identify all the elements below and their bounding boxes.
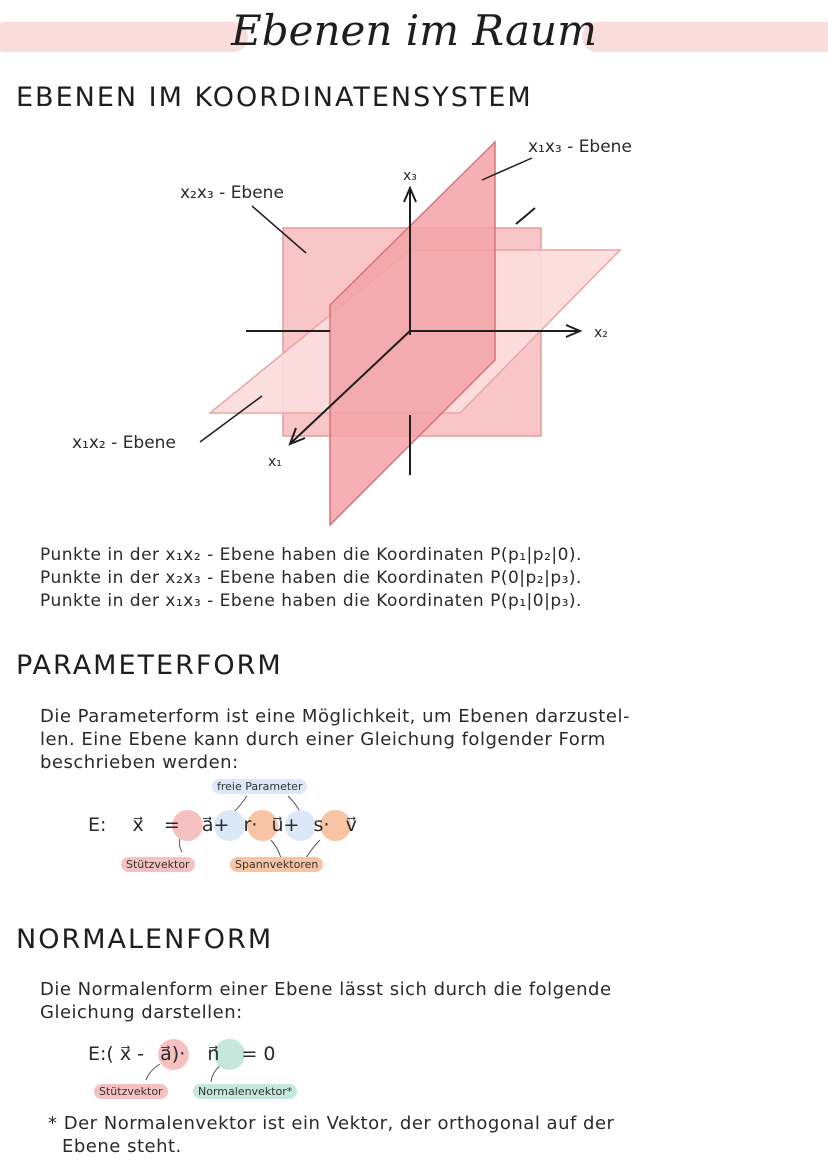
- points-line-1: Punkte in der x₁x₂ - Ebene haben die Koordinaten P(p₁|p₂|0).: [40, 545, 582, 565]
- label-x2x3: x₂x₃ - Ebene: [180, 183, 284, 203]
- section-heading-normalenform: NORMALENFORM: [16, 924, 274, 955]
- tag-stuetzvektor-normal: Stützvektor: [94, 1084, 168, 1099]
- tag-normalenvektor: Normalenvektor*: [193, 1084, 297, 1099]
- parameterform-equation: E: x⃗ = a⃗+ r· u⃗+ s· v⃗: [88, 814, 357, 836]
- footnote-line-1: * Der Normalenvektor ist ein Vektor, der orthogonal auf der: [48, 1113, 615, 1134]
- points-line-3: Punkte in der x₁x₃ - Ebene haben die Koordinaten P(p₁|0|p₃).: [40, 591, 582, 611]
- tag-stuetzvektor: Stützvektor: [121, 857, 195, 872]
- parameterform-line-2: len. Eine Ebene kann durch einer Gleichung folgender Form: [40, 729, 606, 750]
- footnote-line-2: Ebene steht.: [62, 1136, 182, 1157]
- parameterform-line-1: Die Parameterform ist eine Möglichkeit, um Ebenen darzustel-: [40, 706, 630, 727]
- section-heading-koordinatensystem: EBENEN IM KOORDINATENSYSTEM: [16, 82, 533, 113]
- label-x1x3: x₁x₃ - Ebene: [528, 137, 632, 157]
- axis-label-x3: x₃: [403, 168, 417, 184]
- footnote: [48, 1112, 614, 1158]
- normalenform-line-2: Gleichung darstellen:: [40, 1002, 243, 1023]
- normalenform-line-1: Die Normalenform einer Ebene lässt sich durch die folgende: [40, 979, 612, 1000]
- points-line-2: Punkte in der x₂x₃ - Ebene haben die Koordinaten P(0|p₂|p₃).: [40, 568, 582, 588]
- axis-label-x2: x₂: [594, 325, 608, 341]
- normalenform-paragraph: [40, 978, 612, 1024]
- normalenform-equation: E:( x⃗ - a⃗)· n⃗ = 0: [88, 1043, 276, 1065]
- axis-label-x1: x₁: [268, 454, 282, 470]
- label-x1x2: x₁x₂ - Ebene: [72, 433, 176, 453]
- tag-free-parameters: freie Parameter: [212, 779, 307, 794]
- parameterform-line-3: beschrieben werden:: [40, 752, 239, 773]
- page-title: Ebenen im Raum: [231, 6, 597, 55]
- tag-spannvektoren: Spannvektoren: [230, 857, 323, 872]
- section-heading-parameterform: PARAMETERFORM: [16, 650, 283, 681]
